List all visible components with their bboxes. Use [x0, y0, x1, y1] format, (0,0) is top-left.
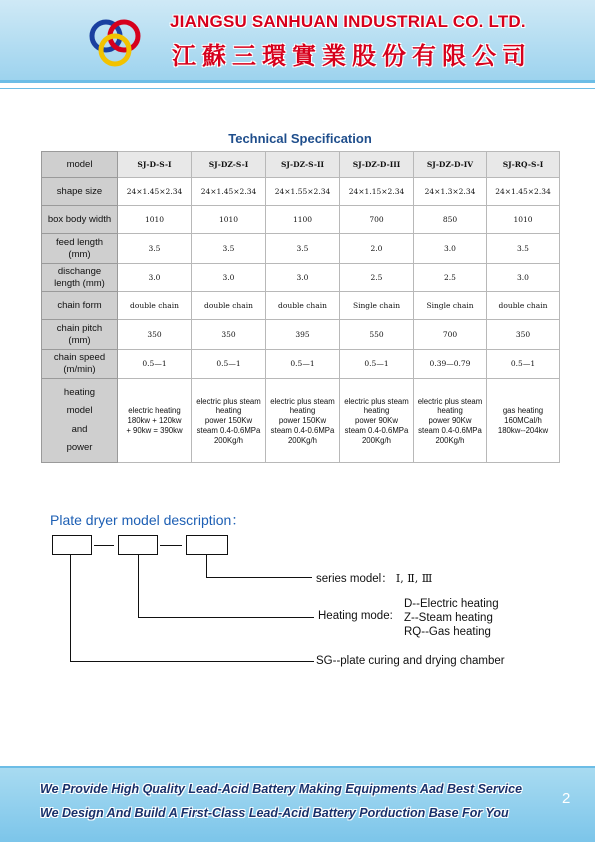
heating-power: power 90Kw — [428, 416, 472, 426]
table-cell: 1010 — [118, 206, 192, 234]
table-cell: 1010 — [487, 206, 560, 234]
table-cell: 700 — [340, 206, 414, 234]
table-cell: double chain — [266, 292, 340, 320]
table-row-heating — [42, 379, 560, 463]
table-cell: 3.5 — [118, 234, 192, 264]
label-line: length (mm) — [54, 277, 105, 289]
table-cell: 3.5 — [266, 234, 340, 264]
connector-heating — [138, 617, 314, 618]
heating-cell — [487, 379, 560, 463]
heating-option: Z--Steam heating — [404, 612, 493, 624]
heating-extra: steam 0.4-0.6MPa 200Kg/h — [418, 425, 482, 445]
heating-cell — [340, 379, 414, 463]
heating-power: 160MCal/h — [504, 416, 542, 426]
table-cell: 1100 — [266, 206, 340, 234]
heating-power: power 90Kw — [355, 416, 398, 426]
company-logo-icon — [86, 14, 144, 70]
table-cell: 0.5—1 — [192, 350, 266, 379]
table-cell: 3.0 — [414, 234, 487, 264]
table-cell: 1010 — [192, 206, 266, 234]
table-cell: 24×1.3×2.34 — [414, 178, 487, 206]
table-cell: 395 — [266, 320, 340, 350]
table-cell: 850 — [414, 206, 487, 234]
heating-extra: steam 0.4-0.6MPa 200Kg/h — [344, 425, 409, 445]
table-cell: 24×1.15×2.34 — [340, 178, 414, 206]
code-dash — [160, 545, 182, 546]
label-line: (mm) — [68, 334, 91, 346]
row-label-shape-size: shape size — [42, 178, 118, 206]
heating-power: power 150Kw — [278, 416, 327, 426]
table-cell: Single chain — [340, 292, 414, 320]
code-box-sg — [52, 535, 92, 555]
connector-sg — [70, 661, 314, 662]
connector-heating — [138, 555, 139, 617]
heating-extra: steam 0.4-0.6MPa 200Kg/h — [270, 425, 335, 445]
label-line: feed length — [55, 236, 103, 248]
heating-extra: + 90kw = 390kw — [126, 425, 183, 435]
table-row-chain-speed — [42, 350, 560, 379]
heating-mode-label: Heating mode: — [318, 610, 393, 622]
table-row-discharge-length — [42, 264, 560, 292]
table-cell: double chain — [487, 292, 560, 320]
table-cell: double chain — [192, 292, 266, 320]
table-cell: 550 — [340, 320, 414, 350]
table-cell: SJ-DZ-S-II — [266, 152, 340, 178]
table-cell: 350 — [118, 320, 192, 350]
table-cell: 3.0 — [192, 264, 266, 292]
table-cell: SJ-DZ-D-IV — [414, 152, 487, 178]
table-cell: 2.0 — [340, 234, 414, 264]
table-cell: 3.0 — [118, 264, 192, 292]
table-row-shape-size — [42, 178, 560, 206]
table-cell: 24×1.55×2.34 — [266, 178, 340, 206]
table-cell: 350 — [192, 320, 266, 350]
table-cell: 3.0 — [266, 264, 340, 292]
series-values: Ⅰ, Ⅱ, Ⅲ — [395, 572, 433, 585]
table-cell: 24×1.45×2.34 — [487, 178, 560, 206]
table-cell: 0.5—1 — [487, 350, 560, 379]
heating-power: power 150Kw — [204, 416, 253, 426]
table-row-box-width — [42, 206, 560, 234]
label-line: chain pitch — [56, 322, 103, 334]
heating-extra: 180kw--204kw — [497, 425, 549, 435]
label-line: and — [71, 423, 88, 435]
model-desc-title: Plate dryer model description： — [50, 512, 246, 528]
heating-type: electric plus steam heating — [270, 396, 335, 416]
heating-type: electric heating — [128, 406, 181, 416]
row-label-model: model — [42, 152, 118, 178]
connector-sg — [70, 555, 71, 661]
label-line: power — [66, 441, 93, 453]
row-label-box-width: box body width — [42, 206, 118, 234]
table-cell: 2.5 — [414, 264, 487, 292]
label-line: (mm) — [68, 248, 91, 260]
table-cell: 0.5—1 — [340, 350, 414, 379]
table-cell: 24×1.45×2.34 — [118, 178, 192, 206]
table-cell: 0.39—0.79 — [414, 350, 487, 379]
row-label-chain-speed — [42, 350, 118, 379]
table-cell: SJ-DZ-S-I — [192, 152, 266, 178]
heating-type: electric plus steam heating — [196, 396, 261, 416]
heating-type: electric plus steam heating — [417, 396, 483, 416]
footer-band — [0, 768, 595, 842]
table-cell: 0.5—1 — [118, 350, 192, 379]
footer-slogan-1: We Provide High Quality Lead-Acid Battery Making Equipments Aad Best Service — [40, 782, 523, 796]
heating-extra: steam 0.4-0.6MPa 200Kg/h — [196, 425, 261, 445]
table-cell: 3.0 — [487, 264, 560, 292]
company-name-cn: 江蘇三環實業股份有限公司 — [172, 41, 532, 70]
page-number: 2 — [562, 790, 571, 807]
heating-cell — [192, 379, 266, 463]
label-line: model — [66, 405, 93, 417]
table-cell: SJ-DZ-D-III — [340, 152, 414, 178]
table-cell: double chain — [118, 292, 192, 320]
code-dash — [94, 545, 114, 546]
heating-cell — [414, 379, 487, 463]
table-cell: 2.5 — [340, 264, 414, 292]
row-label-feed-length — [42, 234, 118, 264]
code-box-series — [186, 535, 228, 555]
table-row-chain-form — [42, 292, 560, 320]
series-label — [316, 570, 432, 586]
row-label-heating — [42, 379, 118, 463]
table-cell: 24×1.45×2.34 — [192, 178, 266, 206]
table-cell: SJ-RQ-S-I — [487, 152, 560, 178]
header-divider-thin — [0, 88, 595, 89]
heating-type: electric plus steam heating — [344, 396, 409, 416]
code-box-heating — [118, 535, 158, 555]
footer-slogan-2: We Design And Build A First-Class Lead-Acid Battery Porduction Base For You — [40, 806, 509, 820]
heating-option: RQ--Gas heating — [404, 626, 491, 638]
table-cell: Single chain — [414, 292, 487, 320]
table-cell: SJ-D-S-I — [118, 152, 192, 178]
table-row-feed-length — [42, 234, 560, 264]
heating-cell — [118, 379, 192, 463]
table-cell: 700 — [414, 320, 487, 350]
label-line: chain speed — [53, 352, 106, 364]
table-row-chain-pitch — [42, 320, 560, 350]
table-cell: 0.5—1 — [266, 350, 340, 379]
row-label-chain-pitch — [42, 320, 118, 350]
heating-option: D--Electric heating — [404, 598, 499, 610]
sg-label: SG--plate curing and drying chamber — [316, 655, 505, 667]
header-divider — [0, 80, 595, 83]
heating-cell — [266, 379, 340, 463]
table-cell: 3.5 — [487, 234, 560, 264]
table-cell: 3.5 — [192, 234, 266, 264]
company-name-en: JIANGSU SANHUAN INDUSTRIAL CO. LTD. — [170, 12, 526, 31]
spec-table — [41, 151, 560, 463]
row-label-chain-form: chain form — [42, 292, 118, 320]
row-label-discharge-length — [42, 264, 118, 292]
table-row-model — [42, 152, 560, 178]
series-label-text: series model： — [316, 573, 393, 585]
label-line: dischange — [57, 265, 102, 277]
table-cell: 350 — [487, 320, 560, 350]
label-line: heating — [63, 387, 96, 399]
label-line: (m/min) — [63, 364, 96, 375]
connector-series — [206, 555, 207, 577]
connector-series — [206, 577, 312, 578]
spec-title: Technical Specification — [228, 131, 372, 146]
heating-power: 180kw + 120kw — [127, 416, 182, 426]
heating-type: gas heating — [502, 406, 544, 416]
